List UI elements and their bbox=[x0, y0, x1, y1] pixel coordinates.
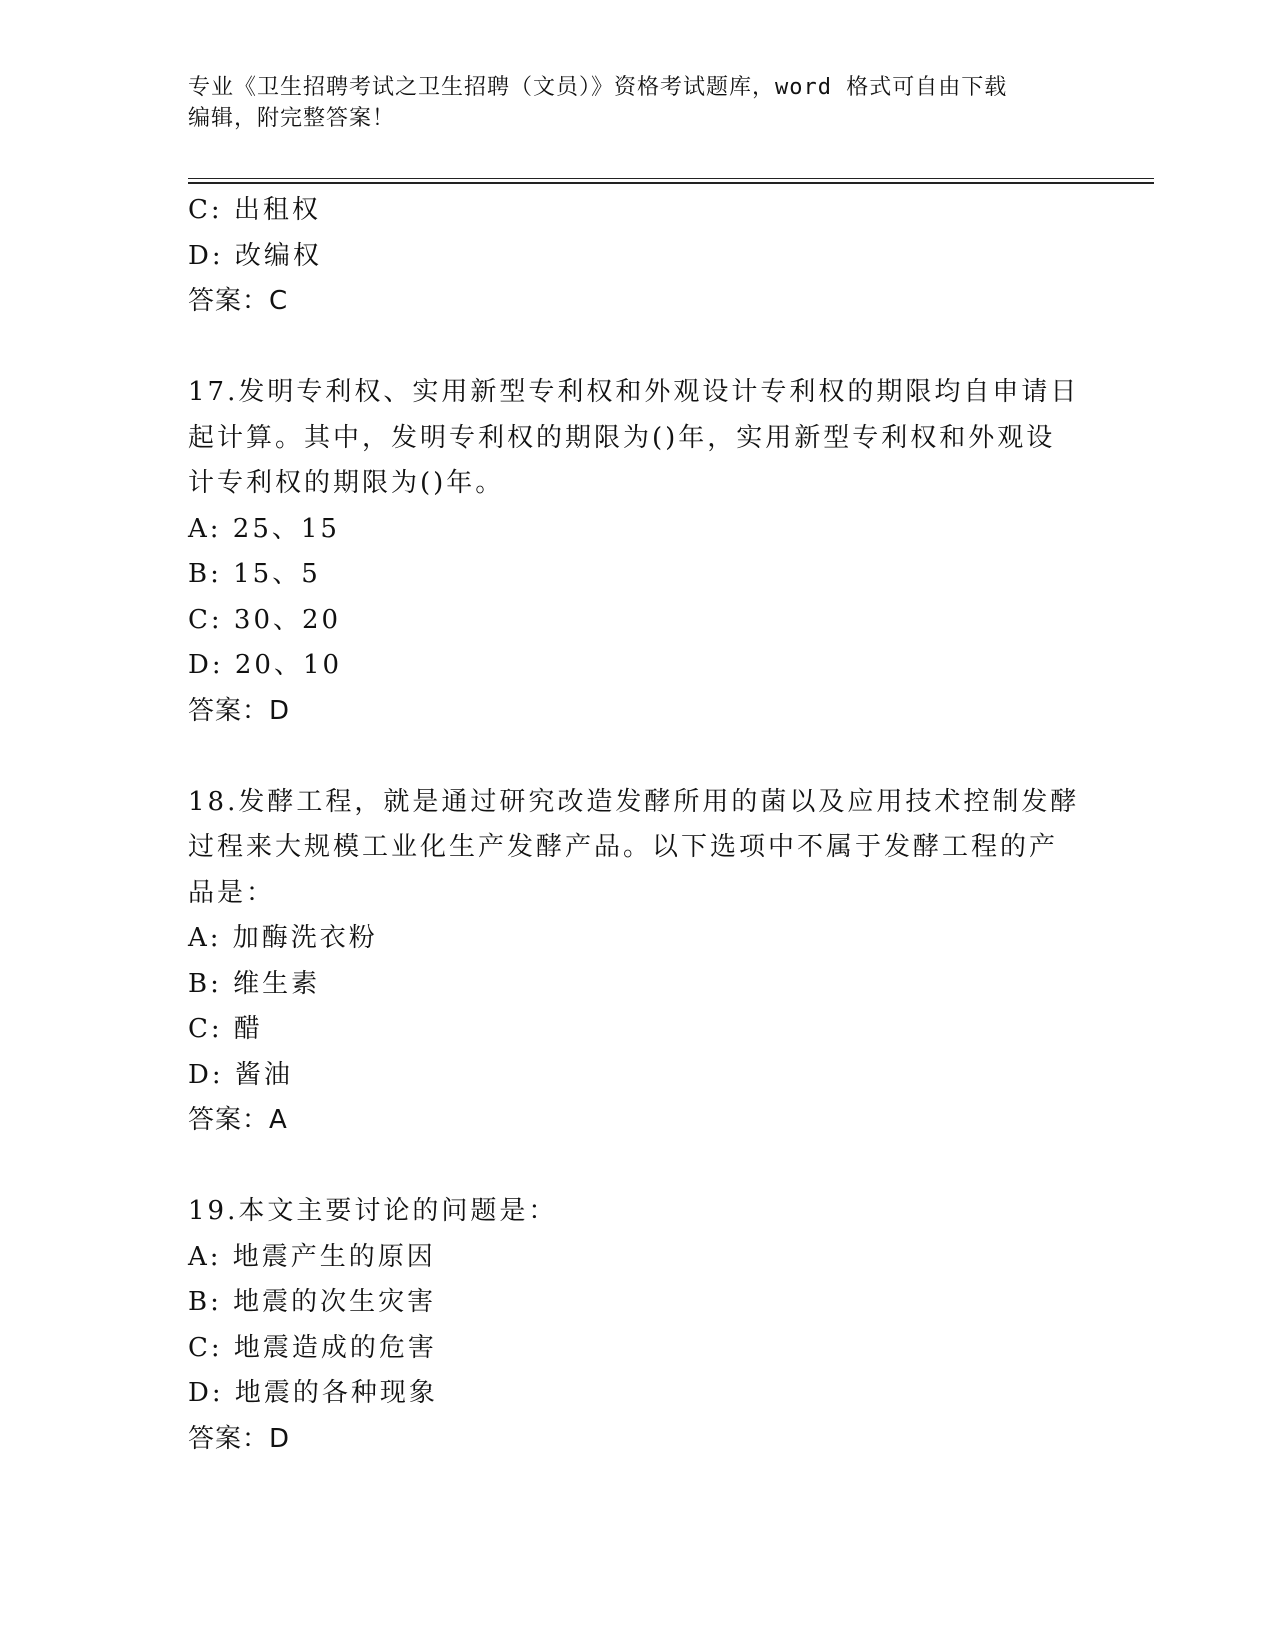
option-d: D: 地震的各种现象 bbox=[188, 1378, 438, 1408]
header-divider-thick bbox=[188, 182, 1154, 184]
question-19 bbox=[188, 1189, 1088, 1462]
answer-line: 答案：D bbox=[188, 1423, 291, 1454]
option-b: B: 15、5 bbox=[188, 559, 321, 589]
option-b: B: 地震的次生灾害 bbox=[188, 1287, 437, 1317]
option-a: A: 加酶洗衣粉 bbox=[188, 923, 378, 953]
header-divider-thin bbox=[188, 178, 1154, 179]
document-header bbox=[188, 72, 1068, 134]
question-stem-line: 计专利权的期限为()年。 bbox=[188, 468, 505, 498]
option-c: C: 地震造成的危害 bbox=[188, 1332, 437, 1363]
question-list bbox=[188, 188, 1088, 1462]
option-d: D: 改编权 bbox=[188, 240, 322, 271]
question-stem-line: 过程来大规模工业化生产发酵产品。以下选项中不属于发酵工程的产 bbox=[188, 832, 1059, 862]
answer-line: 答案：D bbox=[188, 695, 291, 726]
answer-line: 答案：A bbox=[188, 1105, 288, 1135]
question-stem-line: 17.发明专利权、实用新型专利权和外观设计专利权的期限均自申请日 bbox=[188, 377, 1080, 407]
header-line-1: 专业《卫生招聘考试之卫生招聘（文员）》资格考试题库，word 格式可自由下载 bbox=[188, 75, 1008, 100]
spacer bbox=[188, 734, 1088, 780]
option-b: B: 维生素 bbox=[188, 968, 321, 999]
option-c: C: 出租权 bbox=[188, 195, 321, 225]
question-stem-line: 起计算。其中，发明专利权的期限为()年，实用新型专利权和外观设 bbox=[188, 422, 1056, 453]
option-c: C: 醋 bbox=[188, 1014, 263, 1044]
spacer bbox=[188, 1144, 1088, 1190]
option-d: D: 20、10 bbox=[188, 650, 343, 680]
question-stem-line: 18.发酵工程，就是通过研究改造发酵所用的菌以及应用技术控制发酵 bbox=[188, 786, 1080, 817]
spacer bbox=[188, 325, 1088, 371]
question-stem-line: 19.本文主要讨论的问题是： bbox=[188, 1196, 558, 1226]
question-stem-line: 品是： bbox=[188, 877, 276, 908]
option-a: A: 地震产生的原因 bbox=[188, 1241, 436, 1272]
question-16-continuation bbox=[188, 188, 1088, 325]
option-a: A: 25、15 bbox=[188, 513, 340, 544]
answer-line: 答案：C bbox=[188, 286, 289, 316]
option-d: D: 酱油 bbox=[188, 1059, 293, 1090]
option-c: C: 30、20 bbox=[188, 604, 342, 635]
header-line-2: 编辑，附完整答案！ bbox=[188, 106, 396, 131]
question-18 bbox=[188, 780, 1088, 1144]
question-17 bbox=[188, 370, 1088, 734]
